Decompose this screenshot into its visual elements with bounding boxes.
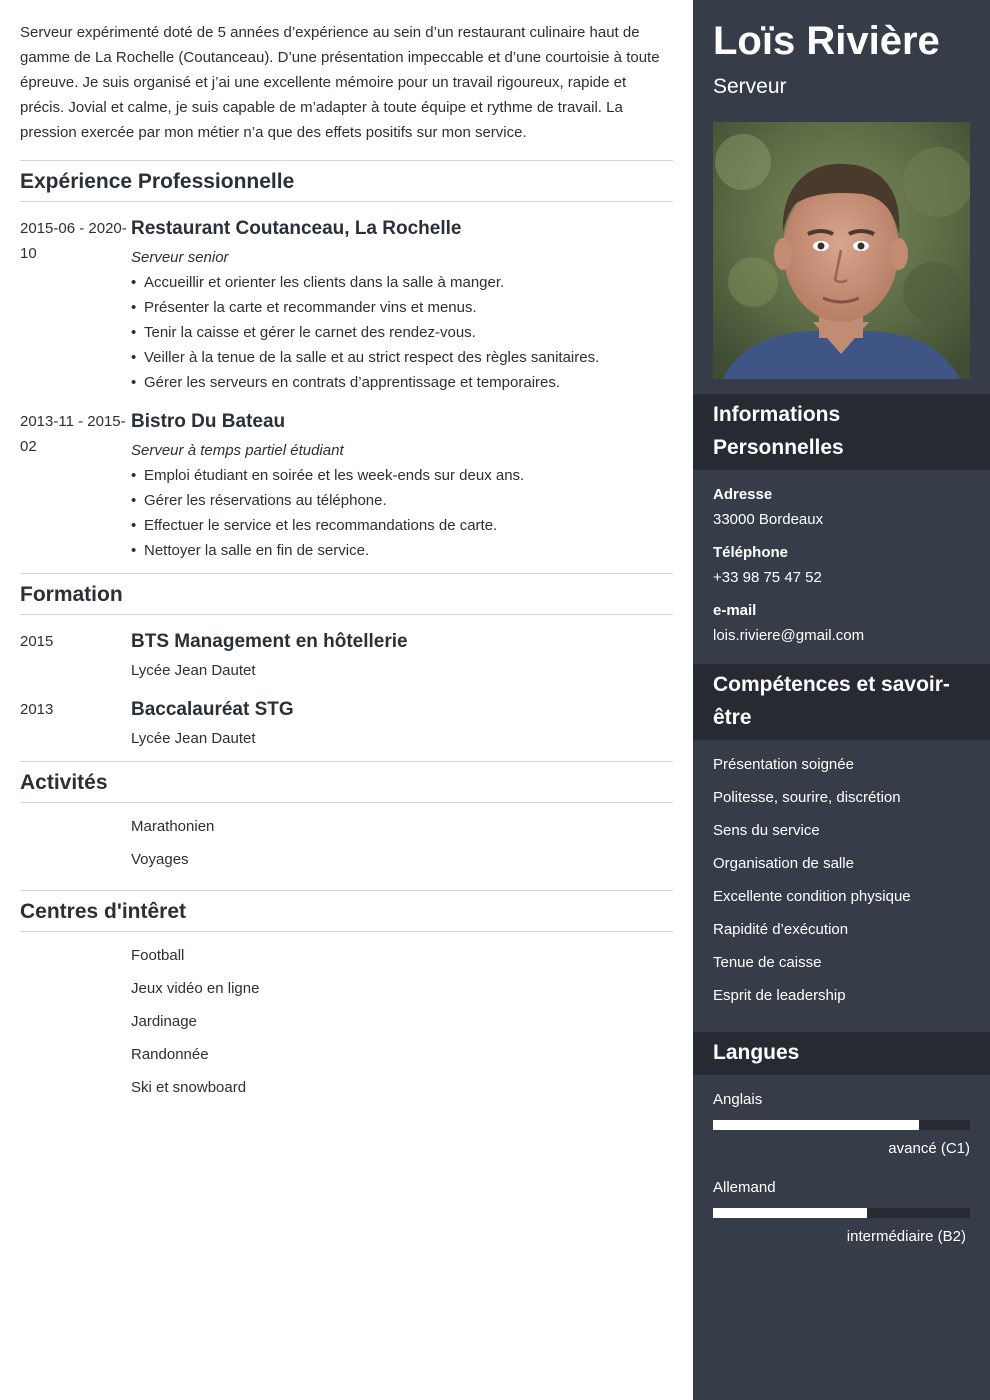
skill-item: Sens du service bbox=[713, 822, 820, 839]
language-name: Allemand bbox=[713, 1179, 776, 1196]
language-level: intermédiaire (B2) bbox=[846, 1228, 966, 1245]
skill-item: Rapidité d’exécution bbox=[713, 921, 849, 938]
job-task: • Présenter la carte et recommander vins et menus. bbox=[131, 295, 673, 320]
email-label: e-mail bbox=[713, 602, 757, 619]
skill-item: Présentation soignée bbox=[713, 756, 854, 773]
skills-section bbox=[693, 740, 990, 1032]
candidate-name: Loïs Rivière bbox=[713, 19, 940, 63]
job-task: • Effectuer le service et les recommandations de carte. bbox=[131, 513, 673, 538]
language-progress-bar bbox=[713, 1120, 970, 1130]
profile-photo bbox=[713, 122, 970, 379]
education-degree: BTS Management en hôtellerie bbox=[131, 631, 408, 652]
job-entry bbox=[20, 409, 673, 563]
experience-section bbox=[20, 161, 673, 574]
language-name: Anglais bbox=[713, 1091, 763, 1108]
address-label: Adresse bbox=[713, 486, 773, 503]
job-date: 2015-06 - 2020-10 bbox=[20, 220, 127, 262]
job-tasks bbox=[131, 270, 673, 395]
profile-summary: Serveur expérimenté doté de 5 années d’expérience au sein d’un restaurant culinaire haut de gamme de La Rochelle (Coutanceau). D’une présentation impeccable et d’une courtoisie à toute épreuve. Je suis organisé et j’ai une excellente mémoire pour un travail rigoureux, rapide et précis. Jovial et calme, je suis capable de m’adapter à toute équipe et rythme de travail. La pression exercée par mon métier n’a que des effets positifs sur mon service. bbox=[20, 20, 673, 161]
activity-item: Marathonien bbox=[131, 818, 215, 835]
activities-section bbox=[20, 762, 673, 891]
job-task: • Nettoyer la salle en fin de service. bbox=[131, 538, 673, 563]
skills-heading: Compétences et savoir-être bbox=[693, 664, 990, 740]
job-task: • Accueillir et orienter les clients dans la salle à manger. bbox=[131, 270, 673, 295]
personal-info-heading: Informations Personnelles bbox=[693, 394, 990, 470]
interest-item: Football bbox=[131, 947, 185, 964]
skill-item: Excellente condition physique bbox=[713, 888, 911, 905]
skill-item: Politesse, sourire, discrétion bbox=[713, 789, 901, 806]
interest-item: Ski et snowboard bbox=[131, 1079, 247, 1096]
job-task: • Gérer les serveurs en contrats d’apprentissage et temporaires. bbox=[131, 370, 673, 395]
phone-label: Téléphone bbox=[713, 544, 789, 561]
skill-item: Tenue de caisse bbox=[713, 954, 822, 971]
job-tasks bbox=[131, 463, 673, 563]
language-level: avancé (C1) bbox=[888, 1140, 970, 1157]
education-school: Lycée Jean Dautet bbox=[131, 662, 256, 679]
candidate-title: Serveur bbox=[713, 75, 787, 98]
job-date: 2013-11 - 2015-02 bbox=[20, 413, 126, 455]
language-entry bbox=[713, 1175, 970, 1249]
job-role: Serveur à temps partiel étudiant bbox=[131, 442, 344, 459]
interests-section bbox=[20, 891, 673, 1118]
language-progress-fill bbox=[713, 1120, 919, 1130]
education-degree: Baccalauréat STG bbox=[131, 699, 294, 720]
education-heading: Formation bbox=[20, 574, 673, 615]
address-value: 33000 Bordeaux bbox=[713, 511, 824, 528]
portrait-illustration bbox=[713, 122, 970, 379]
language-progress-fill bbox=[713, 1208, 867, 1218]
languages-section bbox=[693, 1075, 990, 1279]
language-entry bbox=[713, 1087, 970, 1161]
language-progress-bar bbox=[713, 1208, 970, 1218]
job-role: Serveur senior bbox=[131, 249, 229, 266]
languages-heading: Langues bbox=[693, 1032, 990, 1075]
skill-item: Organisation de salle bbox=[713, 855, 854, 872]
experience-heading: Expérience Professionnelle bbox=[20, 161, 673, 202]
interest-item: Jeux vidéo en ligne bbox=[131, 980, 260, 997]
education-year: 2013 bbox=[20, 701, 54, 718]
interests-heading: Centres d'intêret bbox=[20, 891, 673, 932]
job-task: • Gérer les réservations au téléphone. bbox=[131, 488, 673, 513]
education-entry bbox=[20, 697, 673, 751]
interest-item: Randonnée bbox=[131, 1046, 209, 1063]
personal-info-section bbox=[693, 470, 990, 664]
education-section bbox=[20, 574, 673, 762]
skill-item: Esprit de leadership bbox=[713, 987, 846, 1004]
job-company: Restaurant Coutanceau, La Rochelle bbox=[131, 218, 462, 239]
education-entry bbox=[20, 629, 673, 683]
job-company: Bistro Du Bateau bbox=[131, 411, 286, 432]
sidebar bbox=[693, 0, 990, 1400]
job-task: • Emploi étudiant en soirée et les week-ends sur deux ans. bbox=[131, 463, 673, 488]
activities-heading: Activités bbox=[20, 762, 673, 803]
education-school: Lycée Jean Dautet bbox=[131, 730, 256, 747]
job-entry bbox=[20, 216, 673, 395]
job-task: • Veiller à la tenue de la salle et au strict respect des règles sanitaires. bbox=[131, 345, 673, 370]
interest-item: Jardinage bbox=[131, 1013, 197, 1030]
job-task: • Tenir la caisse et gérer le carnet des rendez-vous. bbox=[131, 320, 673, 345]
activity-item: Voyages bbox=[131, 851, 189, 868]
phone-value: +33 98 75 47 52 bbox=[713, 569, 822, 586]
email-value: lois.riviere@gmail.com bbox=[713, 627, 865, 644]
education-year: 2015 bbox=[20, 633, 54, 650]
